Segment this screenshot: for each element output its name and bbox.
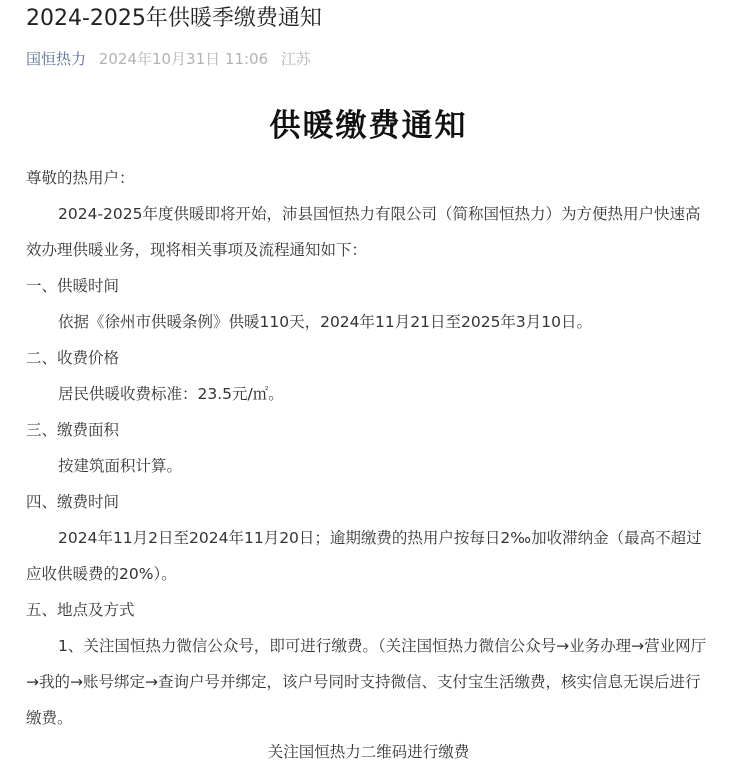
qr-caption: 关注国恒热力二维码进行缴费 <box>267 743 470 761</box>
account-name-link[interactable]: 国恒热力 <box>26 50 87 68</box>
section-heading-method: 五、地点及方式 <box>26 601 135 619</box>
section-content-price: 居民供暖收费标准：23.5元/㎡。 <box>58 385 284 403</box>
article-meta <box>26 48 711 70</box>
intro-paragraph: 2024-2025年度供暖即将开始，沛县国恒热力有限公司（简称国恒热力）为方便热用户快速高效办理供暖业务，现将相关事项及流程通知如下： <box>26 205 701 259</box>
section-heading-area: 三、缴费面积 <box>26 421 120 439</box>
publish-location: 江苏 <box>280 50 311 68</box>
publish-datetime: 2024年10月31日 11:06 <box>98 50 269 68</box>
section-content-time: 依据《徐州市供暖条例》供暖110天，2024年11月21日至2025年3月10日。 <box>58 313 593 331</box>
notice-body <box>26 160 711 736</box>
section-content-payment-time: 2024年11月2日至2024年11月20日；逾期缴费的热用户按每日2‰加收滞纳金（最高不超过应收供暖费的20%）。 <box>26 529 702 583</box>
greeting: 尊敬的热用户： <box>26 169 135 187</box>
section-content-area: 按建筑面积计算。 <box>58 457 183 475</box>
notice-heading: 供暖缴费通知 <box>269 108 468 144</box>
section-heading-time: 一、供暖时间 <box>26 277 120 295</box>
section-heading-price: 二、收费价格 <box>26 349 120 367</box>
article-title: 2024-2025年供暖季缴费通知 <box>26 6 322 31</box>
section-content-method: 1、关注国恒热力微信公众号，即可进行缴费。（关注国恒热力微信公众号→业务办理→营业网厅→我的→账号绑定→查询户号并绑定，该户号同时支持微信、支付宝生活缴费，核实信息无误后进行缴费。 <box>26 637 707 727</box>
section-heading-payment-time: 四、缴费时间 <box>26 493 120 511</box>
